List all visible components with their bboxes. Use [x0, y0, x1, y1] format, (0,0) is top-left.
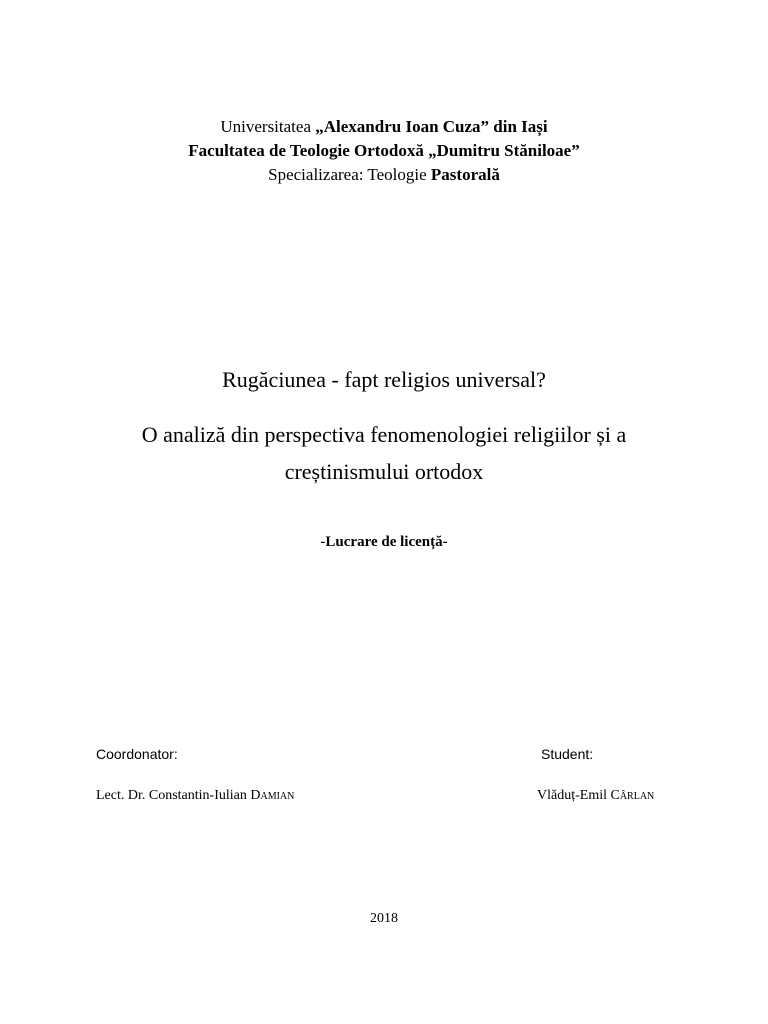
- student-name-prefix: Vlăduț-Emil: [537, 788, 611, 803]
- university-name: „Alexandru Ioan Cuza” din Iași: [315, 117, 548, 136]
- specialization-line: [0, 164, 768, 186]
- student-surname: Cârlan: [610, 788, 655, 803]
- coordinator-name: [96, 787, 294, 805]
- specialization-name: Pastorală: [430, 165, 500, 184]
- university-line: [0, 116, 768, 138]
- coordinator-surname: Damian: [250, 788, 295, 803]
- student-name: [537, 787, 654, 805]
- coordinator-name-prefix: Lect. Dr. Constantin-Iulian: [96, 788, 251, 803]
- faculty-line: Facultatea de Teologie Ortodoxă „Dumitru Stăniloae”: [188, 141, 580, 160]
- specialization-prefix: Specializarea: Teologie: [268, 165, 431, 184]
- thesis-title: Rugăciunea - fapt religios universal?: [222, 367, 546, 392]
- coordinator-label: Coordonator:: [96, 746, 178, 762]
- year: 2018: [370, 911, 398, 926]
- thesis-subtitle-line-1: O analiză din perspectiva fenomenologiei religiilor și a: [141, 422, 627, 447]
- thesis-type: -Lucrare de licență-: [320, 534, 448, 550]
- university-prefix: Universitatea: [220, 117, 316, 136]
- student-label: Student:: [541, 746, 594, 762]
- thesis-subtitle-line-2: creștinismului ortodox: [284, 459, 484, 484]
